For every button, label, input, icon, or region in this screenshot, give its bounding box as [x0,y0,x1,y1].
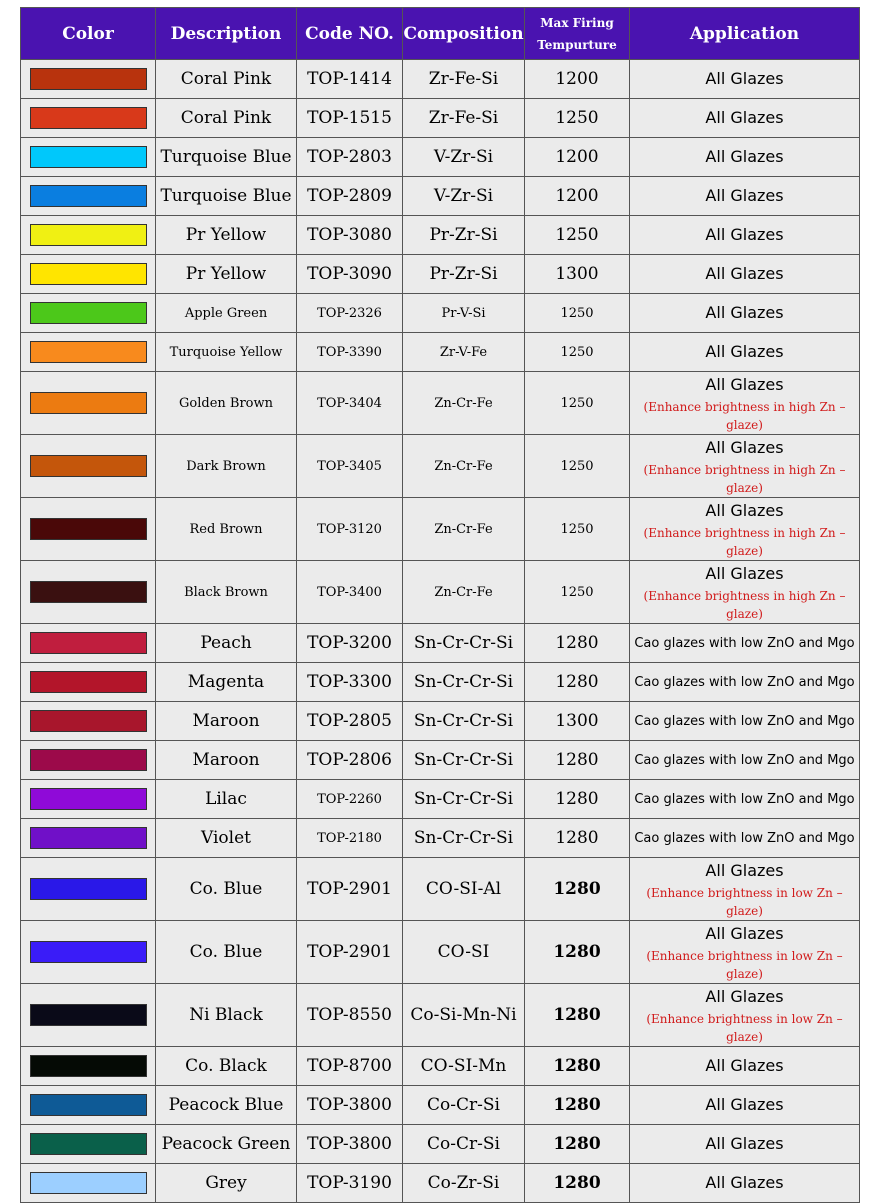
table-row [21,1125,860,1164]
color-cell [21,561,156,624]
header-max-firing [525,8,630,60]
temperature-cell: 1250 [525,294,630,333]
table-row [21,294,860,333]
code-cell: TOP-3405 [297,435,403,498]
code-cell: TOP-8700 [297,1047,403,1086]
composition-cell: Sn-Cr-Cr-Si [403,819,525,858]
composition-cell: CO-SI [403,921,525,984]
application-cell [630,372,860,435]
description-cell: Lilac [156,780,297,819]
table-row [21,624,860,663]
application-text: All Glazes [705,564,784,583]
table-row [21,333,860,372]
color-swatch [30,1004,147,1026]
composition-cell: Sn-Cr-Cr-Si [403,702,525,741]
color-cell [21,819,156,858]
composition-cell: Zn-Cr-Fe [403,498,525,561]
application-note: (Enhance brightness in high Zn –glaze) [643,589,846,621]
table-row [21,216,860,255]
table-row [21,498,860,561]
temperature-cell: 1280 [525,1125,630,1164]
application-cell [630,741,860,780]
table-row [21,60,860,99]
description-cell: Turquoise Blue [156,138,297,177]
composition-cell: Pr-Zr-Si [403,216,525,255]
color-swatch [30,107,147,129]
composition-cell: Co-Si-Mn-Ni [403,984,525,1047]
description-cell: Grey [156,1164,297,1203]
application-text: All Glazes [705,108,784,127]
color-cell [21,255,156,294]
composition-cell: Sn-Cr-Cr-Si [403,780,525,819]
header-color: Color [21,8,156,60]
description-cell: Magenta [156,663,297,702]
application-cell [630,780,860,819]
table-row [21,819,860,858]
code-cell: TOP-2803 [297,138,403,177]
color-swatch [30,263,147,285]
application-text: Cao glazes with low ZnO and Mgo [634,674,855,690]
application-note: (Enhance brightness in high Zn –glaze) [643,463,846,495]
color-cell [21,1164,156,1203]
temperature-cell: 1280 [525,1086,630,1125]
table-row [21,741,860,780]
table-row [21,1047,860,1086]
application-text: All Glazes [705,303,784,322]
temperature-cell: 1250 [525,372,630,435]
code-cell: TOP-3400 [297,561,403,624]
header-row [21,8,860,60]
temperature-cell: 1250 [525,216,630,255]
temperature-cell: 1200 [525,60,630,99]
color-cell [21,372,156,435]
composition-cell: Sn-Cr-Cr-Si [403,663,525,702]
color-cell [21,663,156,702]
temperature-cell: 1250 [525,99,630,138]
color-cell [21,1047,156,1086]
code-cell: TOP-2901 [297,921,403,984]
application-cell [630,138,860,177]
temperature-cell: 1280 [525,921,630,984]
application-note: (Enhance brightness in high Zn –glaze) [643,526,846,558]
composition-cell: Co-Cr-Si [403,1125,525,1164]
temperature-cell: 1280 [525,741,630,780]
color-cell [21,858,156,921]
application-cell [630,1164,860,1203]
code-cell: TOP-2901 [297,858,403,921]
application-text: Cao glazes with low ZnO and Mgo [634,713,855,729]
application-cell [630,984,860,1047]
description-cell: Co. Blue [156,921,297,984]
description-cell: Black Brown [156,561,297,624]
code-cell: TOP-1414 [297,60,403,99]
application-text: All Glazes [705,225,784,244]
application-note: (Enhance brightness in low Zn –glaze) [646,949,843,981]
application-cell [630,216,860,255]
temperature-cell: 1300 [525,702,630,741]
application-cell [630,858,860,921]
color-swatch [30,518,147,540]
color-swatch [30,68,147,90]
header-application: Application [630,8,860,60]
application-text: All Glazes [705,342,784,361]
composition-cell: Pr-V-Si [403,294,525,333]
color-swatch [30,827,147,849]
color-swatch [30,455,147,477]
application-text: Cao glazes with low ZnO and Mgo [634,752,855,768]
color-cell [21,99,156,138]
application-text: All Glazes [705,1134,784,1153]
table-row [21,984,860,1047]
application-cell [630,1047,860,1086]
description-cell: Co. Blue [156,858,297,921]
temperature-cell: 1280 [525,624,630,663]
description-cell: Apple Green [156,294,297,333]
color-swatch [30,671,147,693]
table-row [21,561,860,624]
code-cell: TOP-3120 [297,498,403,561]
application-text: All Glazes [705,375,784,394]
code-cell: TOP-3800 [297,1086,403,1125]
application-text: All Glazes [705,438,784,457]
description-cell: Ni Black [156,984,297,1047]
application-note: (Enhance brightness in high Zn –glaze) [643,400,846,432]
application-text: All Glazes [705,1095,784,1114]
application-cell [630,561,860,624]
application-text: All Glazes [705,1056,784,1075]
color-swatch [30,146,147,168]
table-row [21,1164,860,1203]
temperature-cell: 1250 [525,498,630,561]
composition-cell: Zn-Cr-Fe [403,372,525,435]
composition-cell: V-Zr-Si [403,138,525,177]
application-cell [630,1125,860,1164]
code-cell: TOP-2805 [297,702,403,741]
application-text: All Glazes [705,264,784,283]
description-cell: Peacock Blue [156,1086,297,1125]
description-cell: Turquoise Yellow [156,333,297,372]
code-cell: TOP-3390 [297,333,403,372]
composition-cell: Zn-Cr-Fe [403,435,525,498]
composition-cell: CO-SI-Mn [403,1047,525,1086]
code-cell: TOP-3190 [297,1164,403,1203]
color-cell [21,216,156,255]
color-swatch [30,632,147,654]
table-row [21,138,860,177]
header-max-firing-line2: Tempurture [537,37,617,52]
temperature-cell: 1280 [525,984,630,1047]
code-cell: TOP-3300 [297,663,403,702]
temperature-cell: 1280 [525,1047,630,1086]
application-cell [630,294,860,333]
description-cell: Red Brown [156,498,297,561]
composition-cell: Sn-Cr-Cr-Si [403,624,525,663]
color-cell [21,780,156,819]
code-cell: TOP-3090 [297,255,403,294]
description-cell: Turquoise Blue [156,177,297,216]
color-cell [21,294,156,333]
color-cell [21,624,156,663]
composition-cell: Sn-Cr-Cr-Si [403,741,525,780]
code-cell: TOP-3404 [297,372,403,435]
application-text: All Glazes [705,987,784,1006]
application-text: All Glazes [705,861,784,880]
temperature-cell: 1250 [525,561,630,624]
description-cell: Golden Brown [156,372,297,435]
table-row [21,780,860,819]
color-swatch [30,341,147,363]
code-cell: TOP-1515 [297,99,403,138]
composition-cell: Pr-Zr-Si [403,255,525,294]
code-cell: TOP-3200 [297,624,403,663]
composition-cell: Zr-Fe-Si [403,99,525,138]
application-text: All Glazes [705,924,784,943]
color-swatch [30,878,147,900]
application-text: Cao glazes with low ZnO and Mgo [634,791,855,807]
table-row [21,663,860,702]
description-cell: Maroon [156,702,297,741]
composition-cell: Co-Cr-Si [403,1086,525,1125]
color-cell [21,60,156,99]
description-cell: Peach [156,624,297,663]
application-text: All Glazes [705,69,784,88]
application-cell [630,819,860,858]
temperature-cell: 1250 [525,435,630,498]
color-cell [21,177,156,216]
color-cell [21,138,156,177]
color-cell [21,435,156,498]
table-row [21,702,860,741]
description-cell: Dark Brown [156,435,297,498]
application-cell [630,177,860,216]
application-cell [630,255,860,294]
application-text: All Glazes [705,1173,784,1192]
color-cell [21,702,156,741]
composition-cell: CO-SI-Al [403,858,525,921]
table-row [21,177,860,216]
color-swatch [30,1055,147,1077]
color-swatch [30,1094,147,1116]
composition-cell: V-Zr-Si [403,177,525,216]
color-cell [21,1086,156,1125]
color-cell [21,921,156,984]
description-cell: Maroon [156,741,297,780]
code-cell: TOP-2806 [297,741,403,780]
pigment-table [20,7,860,1203]
application-text: Cao glazes with low ZnO and Mgo [634,830,855,846]
application-text: Cao glazes with low ZnO and Mgo [634,635,855,651]
temperature-cell: 1280 [525,819,630,858]
color-swatch [30,749,147,771]
application-cell [630,663,860,702]
color-swatch [30,224,147,246]
application-cell [630,333,860,372]
table-row [21,435,860,498]
application-cell [630,702,860,741]
table-row [21,858,860,921]
table-row [21,921,860,984]
temperature-cell: 1250 [525,333,630,372]
composition-cell: Zr-V-Fe [403,333,525,372]
color-cell [21,333,156,372]
application-text: All Glazes [705,186,784,205]
application-note: (Enhance brightness in low Zn –glaze) [646,886,843,918]
application-cell [630,1086,860,1125]
table-row [21,255,860,294]
color-cell [21,498,156,561]
header-max-firing-line1: Max Firing [540,15,614,30]
color-swatch [30,392,147,414]
composition-cell: Zn-Cr-Fe [403,561,525,624]
composition-cell: Zr-Fe-Si [403,60,525,99]
temperature-cell: 1280 [525,1164,630,1203]
color-cell [21,1125,156,1164]
code-cell: TOP-2326 [297,294,403,333]
application-cell [630,498,860,561]
temperature-cell: 1280 [525,780,630,819]
table-row [21,1086,860,1125]
header-code: Code NO. [297,8,403,60]
code-cell: TOP-8550 [297,984,403,1047]
code-cell: TOP-2180 [297,819,403,858]
temperature-cell: 1200 [525,138,630,177]
table-body [21,60,860,1203]
temperature-cell: 1280 [525,858,630,921]
description-cell: Pr Yellow [156,216,297,255]
temperature-cell: 1200 [525,177,630,216]
application-text: All Glazes [705,147,784,166]
code-cell: TOP-3800 [297,1125,403,1164]
table-row [21,99,860,138]
temperature-cell: 1280 [525,663,630,702]
application-cell [630,99,860,138]
color-swatch [30,788,147,810]
application-cell [630,624,860,663]
color-cell [21,984,156,1047]
color-swatch [30,185,147,207]
application-cell [630,921,860,984]
color-cell [21,741,156,780]
color-swatch [30,1133,147,1155]
temperature-cell: 1300 [525,255,630,294]
color-swatch [30,941,147,963]
header-composition: Composition [403,8,525,60]
color-swatch [30,581,147,603]
color-swatch [30,710,147,732]
header-description: Description [156,8,297,60]
description-cell: Coral Pink [156,99,297,138]
code-cell: TOP-2260 [297,780,403,819]
description-cell: Coral Pink [156,60,297,99]
application-text: All Glazes [705,501,784,520]
description-cell: Co. Black [156,1047,297,1086]
application-cell [630,60,860,99]
description-cell: Violet [156,819,297,858]
description-cell: Pr Yellow [156,255,297,294]
code-cell: TOP-3080 [297,216,403,255]
composition-cell: Co-Zr-Si [403,1164,525,1203]
application-cell [630,435,860,498]
color-swatch [30,302,147,324]
application-note: (Enhance brightness in low Zn –glaze) [646,1012,843,1044]
color-swatch [30,1172,147,1194]
code-cell: TOP-2809 [297,177,403,216]
table-row [21,372,860,435]
description-cell: Peacock Green [156,1125,297,1164]
